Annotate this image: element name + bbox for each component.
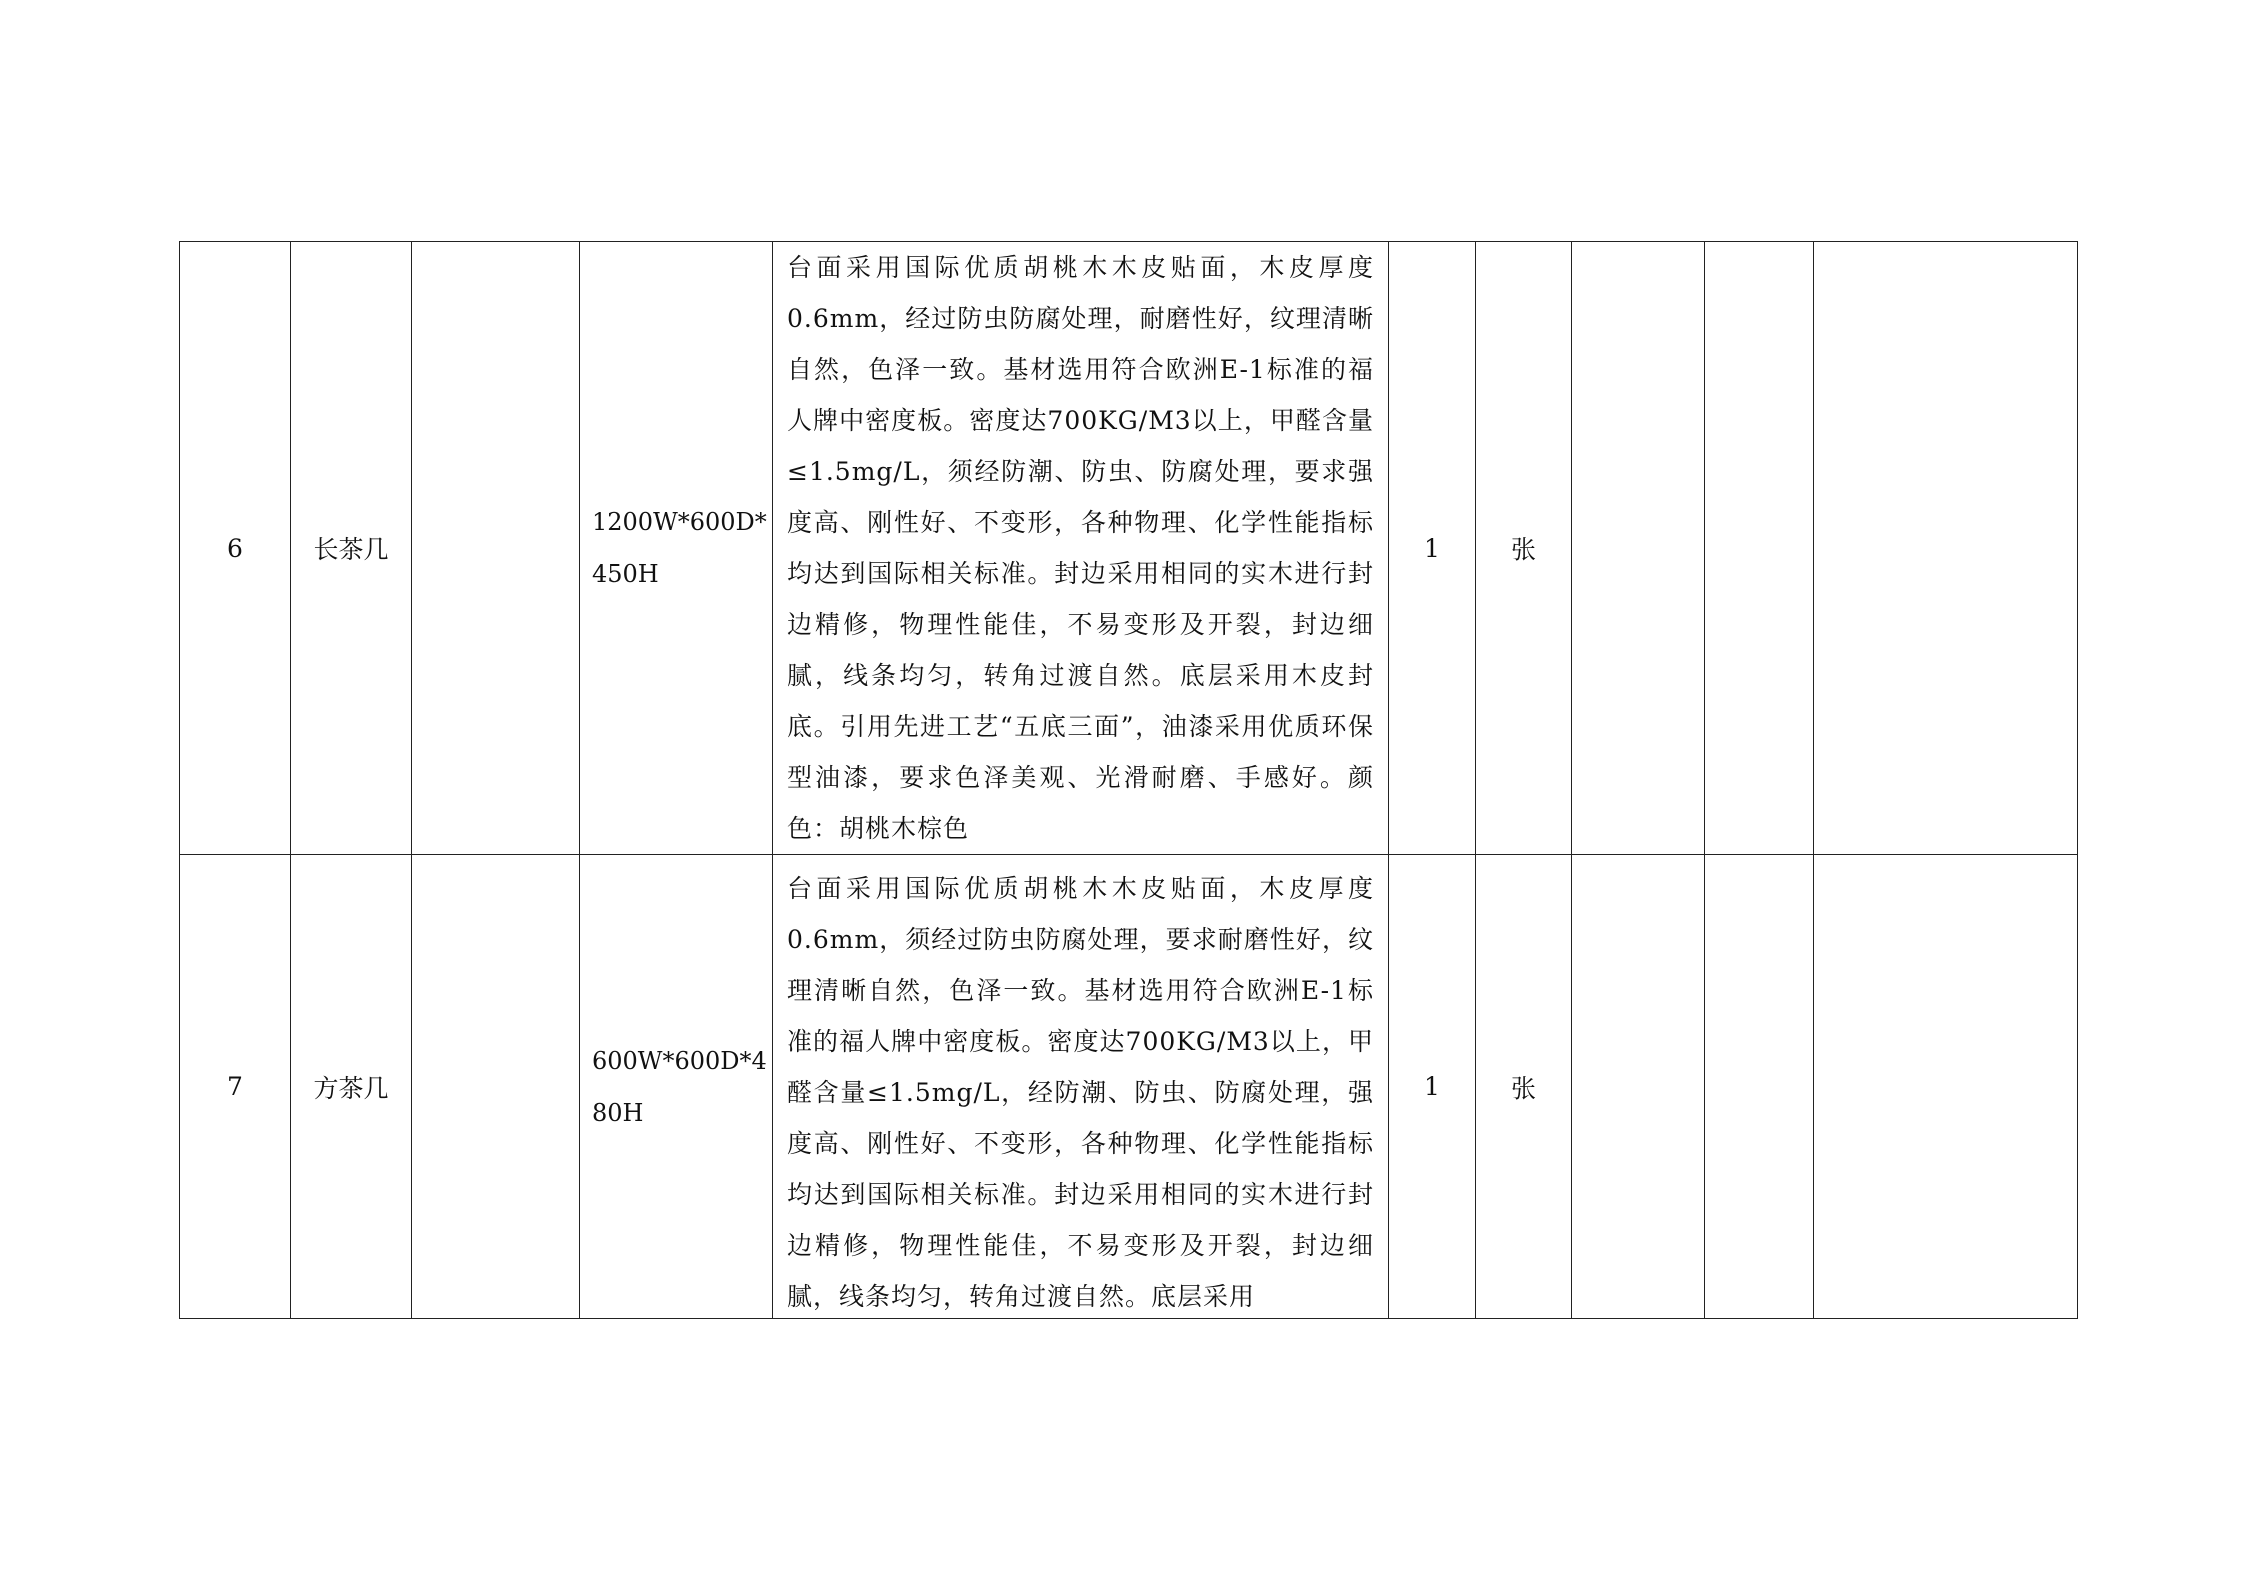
item-description: 台面采用国际优质胡桃木木皮贴面，木皮厚度0.6mm，须经过防虫防腐处理，要求耐磨性好，纹理清晰自然，色泽一致。基材选用符合欧洲E-1标准的福人牌中密度板。密度达700KG/M3以上，甲醛含量≤1.5mg/L，经防潮、防虫、防腐处理，强度高、刚性好、不变形，各种物理、化学性能指标均达到国际相关标准。封边采用相同的实木进行封边精修，物理性能佳，不易变形及开裂，封边细腻，线条均匀，转角过渡自然。底层采用 [773, 855, 1389, 1319]
empty-cell [412, 855, 580, 1319]
furniture-spec-table [179, 241, 2078, 1319]
item-name: 长茶几 [291, 242, 412, 855]
empty-cell [1814, 855, 2078, 1319]
empty-cell [1572, 242, 1705, 855]
item-quantity: 1 [1389, 855, 1476, 1319]
empty-cell [1705, 855, 1814, 1319]
empty-cell [412, 242, 580, 855]
item-unit: 张 [1476, 855, 1572, 1319]
item-number: 7 [180, 855, 291, 1319]
item-quantity: 1 [1389, 242, 1476, 855]
table-row [180, 242, 2078, 855]
item-number: 6 [180, 242, 291, 855]
item-unit: 张 [1476, 242, 1572, 855]
item-name: 方茶几 [291, 855, 412, 1319]
empty-cell [1705, 242, 1814, 855]
item-dimensions: 1200W*600D* 450H [580, 242, 773, 855]
empty-cell [1814, 242, 2078, 855]
item-dimensions: 600W*600D*4 80H [580, 855, 773, 1319]
table-row [180, 855, 2078, 1319]
empty-cell [1572, 855, 1705, 1319]
item-description: 台面采用国际优质胡桃木木皮贴面，木皮厚度0.6mm，经过防虫防腐处理，耐磨性好，纹理清晰自然，色泽一致。基材选用符合欧洲E-1标准的福人牌中密度板。密度达700KG/M3以上，甲醛含量≤1.5mg/L，须经防潮、防虫、防腐处理，要求强度高、刚性好、不变形，各种物理、化学性能指标均达到国际相关标准。封边采用相同的实木进行封边精修，物理性能佳，不易变形及开裂，封边细腻，线条均匀，转角过渡自然。底层采用木皮封底。引用先进工艺“五底三面”，油漆采用优质环保型油漆，要求色泽美观、光滑耐磨、手感好。颜色：胡桃木棕色 [773, 242, 1389, 855]
